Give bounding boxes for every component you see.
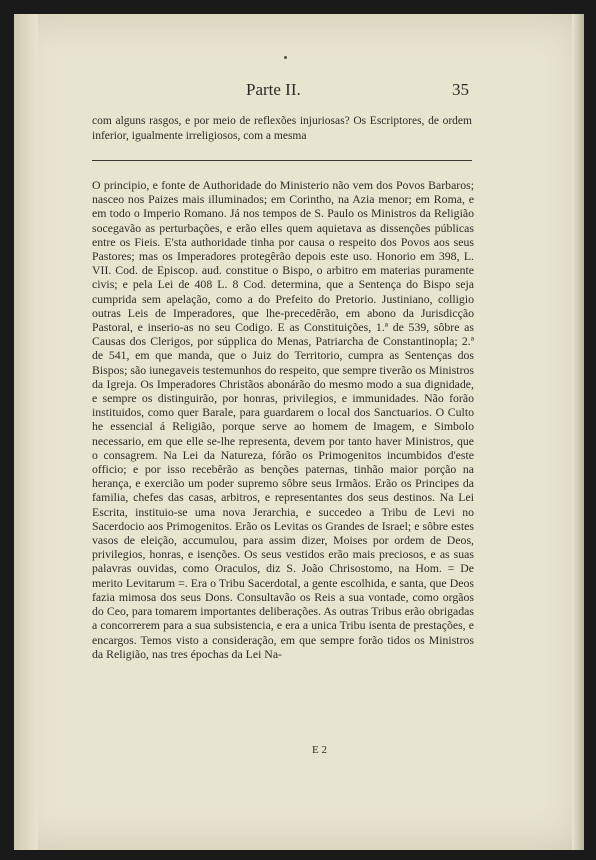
body-text: O principio, e fonte de Authoridade do Ministerio não vem dos Povos Barbaros; nasceo nos Paizes mais illuminados; em Corintho, na Azia menor; em Roma, e em todo o Imperio Romano. Já nos tempos de S. Paulo os Ministros da Religião socegavão as perturbações, e erão elles quem aquietava as dissenções públicas entre os Fieis. E'sta authoridade tinha por causa o respeito dos Povos aos seus Pastores; mas os Imperadores protegêrão depois este uso. Honorio em 398, L. VII. Cod. de Episcop. aud. constitue o Bispo, o arbitro em materias puramente civis; e pela Lei de 408 L. 8 Cod. determina, que a Sentença do Bispo seja cumprida sem apelação, como a do Prefeito do Pretorio. Justiniano, colligio outras Leis de Imperadores, que lhe-precedêrão, em abono da Jurisdicção Pastoral, e inserio-as no seu Codigo. E as Constituições, 1.ª de 539, sôbre as Causas dos Clerigos, por súpplica do Menas, Patriarcha de Constantinopla; 2.ª de 541, em que manda, que o Juiz do Territorio, cumpra as Sentenças dos Bispos; são iunegaveis testemunhos do respeito, que sempre tiverão os Ministros da Igreja. Os Imperadores Christãos abonárão do mesmo modo a sua dignidade, e sempre os distinguirão, por honras, privilegios, e immunidades. Não forão instituidos, como quer Barale, para guardarem o local dos Sanctuarios. O Culto he essencial á Religião, porque serve ao homem de Imagem, e Simbolo necessario, em que elle se-lhe representa, devem por tanto haver Ministros, que o consagrem. Na Lei da Natureza, fórão os Primogenitos incumbidos d'este officio; e por isso recebêrão as benções paternas, tinhão maior porção na herança, e exercião um poder supremo sôbre seus Irmãos. Erão os Principes da familia, chefes das casas, arbitros, e representantes dos seus destinos. Na Lei Escrita, instituio-se uma nova Jerarchia, e succedeo a Tribu de Levi no Sacerdocio aos Primogenitos. Erão os Levitas os Grandes de Israel; e sôbre estes vasos de eleição, accumulou, para assim dizer, Moises por ordem de Deos, privilegios, honras, e isenções. Os seus vestidos erão mais preciosos, e as suas palavras ouvidas, como Oraculos, diz S. João Chrisostomo, na Hom. = De merito Levitarum =. Era o Tribu Sacerdotal, a gente escolhida, e santa, que Deos fazia mimosa dos seus Dons. Consultavão os Reis a sua vontade, como orgãos do Ceo, para tomarem importantes deliberações. As outras Tribus erão obrigadas a concorrerem para a sua subsistencia, e era a unica Tribu isenta de prestações, e encargos. Temos visto a consideração, em que sempre forão tidos os Ministros da Religião, nas tres épochas da Lei Na-	[92, 178, 474, 661]
running-title: Parte II.	[246, 80, 301, 99]
page-header	[14, 80, 584, 104]
page-gutter	[14, 14, 38, 850]
ink-mark	[284, 56, 287, 59]
page-edge	[572, 14, 584, 850]
book-page	[14, 14, 584, 850]
separator-rule	[92, 160, 472, 161]
signature-mark: E 2	[312, 744, 327, 756]
page-number: 35	[452, 80, 469, 99]
footnote-text: com alguns rasgos, e por meio de reflexões injuriosas? Os Escriptores, de ordem inferior, igualmente irreligiosos, com a mesma	[92, 115, 472, 142]
